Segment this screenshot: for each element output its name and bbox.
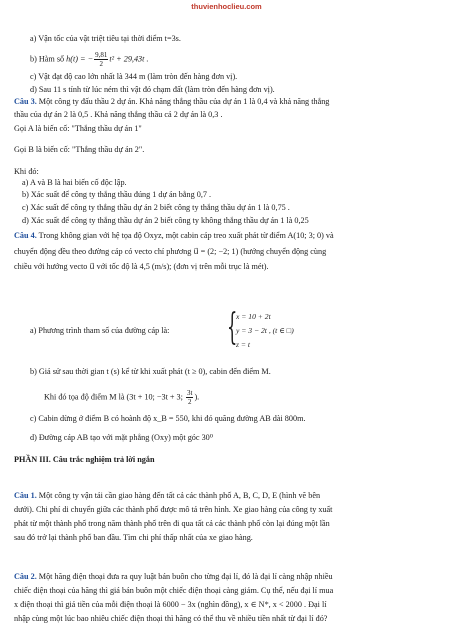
q3-line2: thầu của dự án 2 là 0,5 . Khả năng thắng thầu cả 2 dự án là 0,3 .	[14, 110, 223, 119]
q2-option-c: c) Vật đạt độ cao lớn nhất là 344 m (làm tròn đến hàng đơn vị).	[30, 72, 238, 81]
p3q2-line3: x điện thoại thì giá tiền của mỗi điện thoại là 6000 − 3x (nghìn đồng), x ∈ N*, x < 2000 . Đại lí	[14, 600, 327, 609]
system-row: z = t	[236, 340, 250, 349]
q3-option-c: c) Xác suất để công ty thắng thầu dự án 2 biết công ty thắng thầu dự án 1 là 0,75 .	[22, 203, 290, 212]
q3-option-b: b) Xác suất để công ty thắng thầu đúng 1 dự án bằng 0,7 .	[22, 190, 212, 199]
fraction: $\frac{3t}{2}$	[186, 389, 193, 406]
system-row: x = 10 + 2t	[236, 312, 271, 321]
p3q1-line4: sau đó trở lại thành phố ban đầu. Tìm chi phí thấp nhất của xe giao hàng.	[14, 533, 253, 542]
fraction: $\frac{9,81}{2}$	[95, 51, 108, 68]
q3-line1: Câu 3. Một công ty đấu thầu 2 dự án. Khả năng thắng thầu của dự án 1 là 0,4 và khả năng thắng	[14, 97, 330, 106]
parametric-system	[227, 307, 307, 351]
q4-option-a: a) Phương trình tham số của đường cáp là:	[30, 326, 170, 335]
q4-line2: chuyển động đều theo đường cáp có vecto chỉ phương u⃗ = (2; −2; 1) (hướng chuyển động cùng	[14, 247, 327, 256]
p3q1-line3: phát từ một thành phố trong năm thành phố trên đi qua tất cả các thành phố còn lại đúng một lần	[14, 519, 330, 528]
section-title: PHẦN III. Câu trắc nghiệm trả lời ngắn	[14, 455, 155, 464]
question-label: Câu 2.	[14, 572, 37, 581]
question-label: Câu 1.	[14, 491, 37, 500]
brace: {	[227, 307, 238, 348]
q4-option-d: d) Đường cáp AB tạo với mặt phẳng (Oxy) một góc 30⁰	[30, 433, 214, 442]
q4-line3: chiều với hướng vecto u⃗ với tốc độ là 4,5 (m/s); (đơn vị trên mỗi trục là mét).	[14, 262, 269, 271]
q4-option-b-detail: Khi đó tọa độ điểm M là (3t + 10; −3t + 3; $\frac{3t}{2}$ ).	[44, 389, 200, 406]
system-row: y = 3 − 2t , (t ∈ □)	[236, 326, 294, 335]
q3-line4: Gọi B là biến cố: "Thắng thầu dự án 2".	[14, 145, 145, 154]
q2-option-d: d) Sau 11 s tính từ lúc ném thì vật đó chạm đất (làm tròn đến hàng đơn vị).	[30, 85, 275, 94]
p3q1-line2: dưới). Chi phí di chuyển giữa các thành phố được mô tả trên hình. Xe giao hàng của công ty xuất	[14, 505, 333, 514]
q3-line5: Khi đó:	[14, 167, 39, 176]
q4-option-b: b) Giả sử sau thời gian t (s) kể từ khi xuất phát (t ≥ 0), cabin đến điểm M.	[30, 367, 271, 376]
p3q1-line1: Câu 1. Một công ty vận tải cần giao hàng đến tất cả các thành phố A, B, C, D, E (hình vẽ bên	[14, 491, 321, 500]
watermark: thuvienhoclieu.com	[191, 2, 262, 11]
question-label: Câu 3.	[14, 97, 37, 106]
q3-line3: Gọi A là biến cố: "Thắng thầu dự án 1"	[14, 124, 142, 133]
q4-option-c: c) Cabin dừng ở điểm B có hoành độ x_B = 550, khi đó quãng đường AB dài 800m.	[30, 414, 306, 423]
q2-option-a: a) Vận tốc của vật triệt tiêu tại thời điểm t=3s.	[30, 34, 181, 43]
p3q2-line2: chiếc điện thoại của hãng thì giá bán buôn một chiếc điện thoại càng giảm. Cụ thể, nếu đại lí mua	[14, 586, 334, 595]
question-label: Câu 4.	[14, 231, 37, 240]
q2-option-b: b) Hàm số h(t) = − $\frac{9,81}{2}$ t² + 29,43t .	[30, 51, 149, 68]
q3-option-d: d) Xác suất để công ty thắng thầu dự án 2 biết công ty không thắng thầu dự án 1 là 0,25	[22, 216, 309, 225]
q4-line1: Câu 4. Trong không gian với hệ tọa độ Oxyz, một cabin cáp treo xuất phát từ điểm A(10; 3; 0) và	[14, 231, 334, 240]
p3q2-line1: Câu 2. Một hãng điện thoại đưa ra quy luật bán buôn cho từng đại lí, đó là đại lí càng nhập nhiều	[14, 572, 333, 581]
p3q2-line4: nhập cùng một lúc bao nhiêu chiếc điện thoại thì hãng có thể thu về nhiều tiền nhất từ đại lí đó?	[14, 614, 328, 623]
q3-option-a: a) A và B là hai biến cố độc lập.	[22, 178, 127, 187]
